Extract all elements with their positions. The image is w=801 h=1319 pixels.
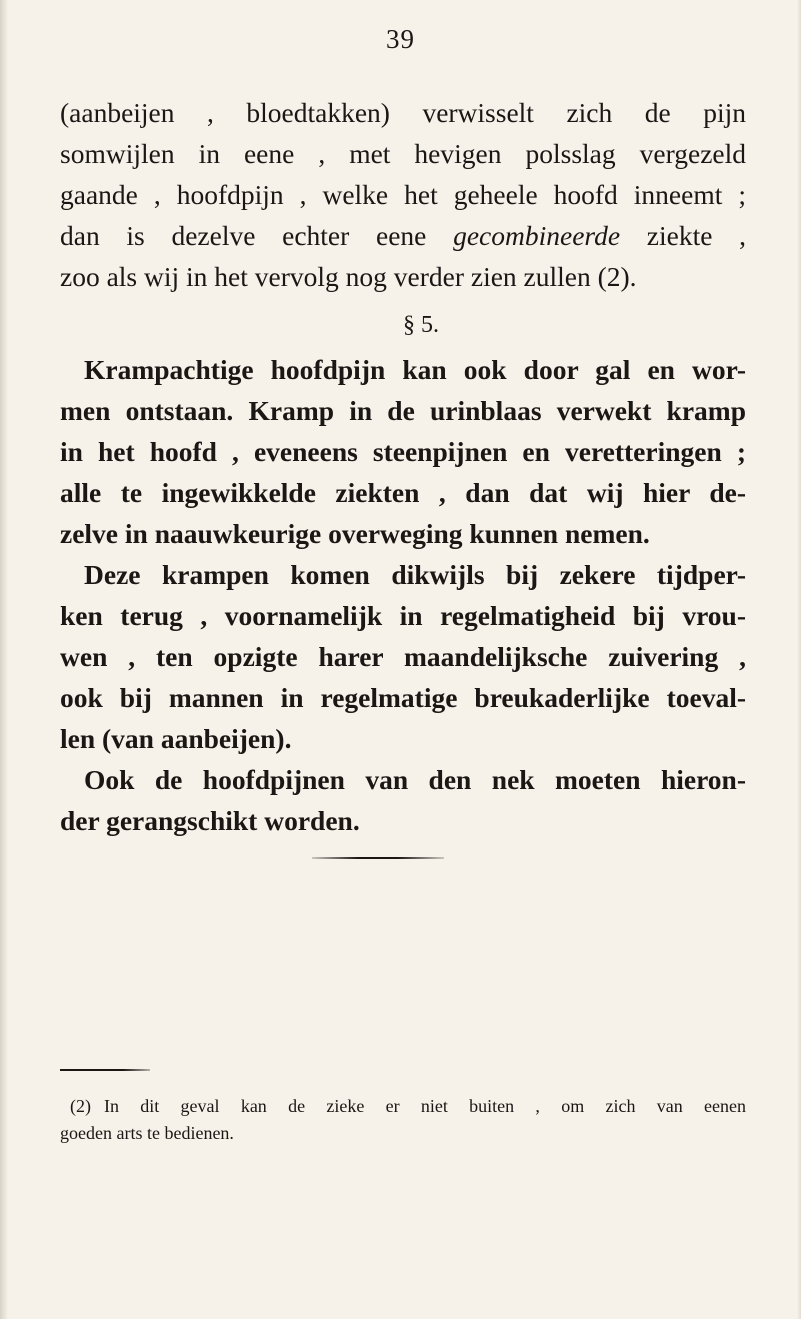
paragraph-3-line-2: ken terug , voornamelijk in regelmatigheid bij vrou- <box>60 600 746 631</box>
paragraph-4-line-2: der gerangschikt worden. <box>60 805 360 836</box>
page-right-edge <box>797 0 801 1319</box>
page-left-edge <box>0 0 8 1319</box>
paragraph-3-line-4: ook bij mannen in regelmatige breukaderlijke toeval- <box>60 682 746 713</box>
body-text <box>60 92 746 841</box>
paragraph-2-line-5: zelve in naauwkeurige overweging kunnen nemen. <box>60 518 650 549</box>
footnote-rule <box>60 1069 150 1071</box>
italic-term: gecombineerde <box>453 220 621 251</box>
paragraph-1-line-5: zoo als wij in het vervolg nog verder zien zullen (2). <box>60 261 637 292</box>
paragraph-3-line-1: Deze krampen komen dikwijls bij zekere tijdper- <box>84 559 746 590</box>
ornamental-rule <box>312 857 444 859</box>
paragraph-1-line-4 <box>60 215 746 256</box>
paragraph-1-line-4-after: ziekte , <box>620 220 747 251</box>
paragraph-3-line-3: wen , ten opzigte harer maandelijksche zuivering , <box>60 641 746 672</box>
paragraph-1-line-3: gaande , hoofdpijn , welke het geheele hoofd inneemt ; <box>60 179 746 210</box>
paragraph-2-line-2: men ontstaan. Kramp in de urinblaas verwekt kramp <box>60 395 746 426</box>
footnote-line-2: goeden arts te bedienen. <box>60 1123 234 1143</box>
paragraph-1-line-2: somwijlen in eene , met hevigen polsslag vergezeld <box>60 138 746 169</box>
paragraph-3-line-5: len (van aanbeijen). <box>60 723 292 754</box>
paragraph-2-line-4: alle te ingewikkelde ziekten , dan dat wij hier de- <box>60 477 746 508</box>
paragraph-2-line-3: in het hoofd , eveneens steenpijnen en veretteringen ; <box>60 436 746 467</box>
paragraph-1-line-4-before: dan is dezelve echter eene <box>60 220 454 251</box>
page-number: 39 <box>386 24 415 54</box>
paragraph-4-line-1: Ook de hoofdpijnen van den nek moeten hieron- <box>84 764 746 795</box>
paragraph-2-line-1: Krampachtige hoofdpijn kan ook door gal en wor- <box>84 354 746 385</box>
footnote-marker: (2) <box>70 1096 91 1116</box>
paragraph-1-line-1: (aanbeijen , bloedtakken) verwisselt zich de pijn <box>60 97 746 128</box>
section-heading: § 5. <box>403 312 439 338</box>
footnote <box>60 1093 746 1147</box>
footnote-line-1: In dit geval kan de zieke er niet buiten , om zich van eenen <box>104 1096 746 1116</box>
